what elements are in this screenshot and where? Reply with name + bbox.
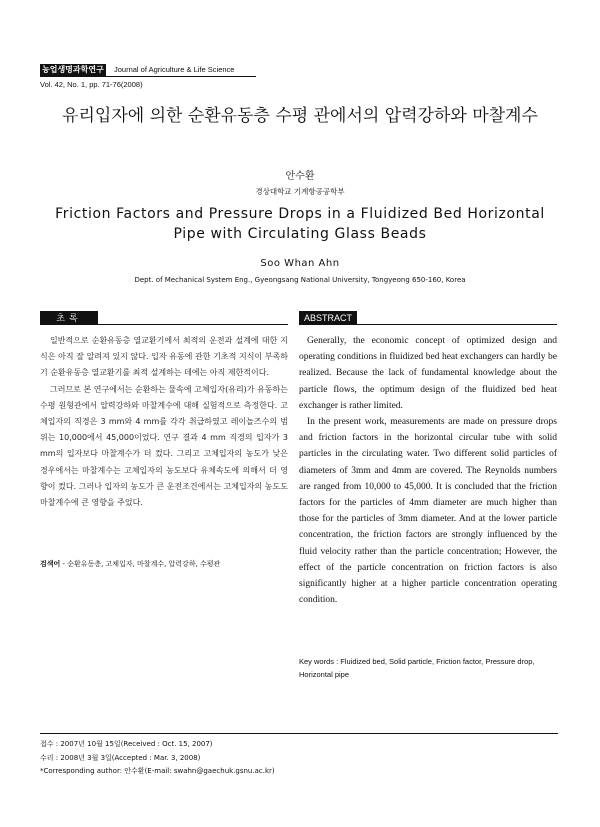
korean-abstract-paragraph: 일반적으로 순환유동층 열교환기에서 최적의 운전과 설계에 대한 지식은 아직 잘 알려져 있지 않다. 입자 유동에 관한 기초적 지식이 부족하기 순환유동층 열교환기를 최적 설계하는 데에는 아직 제한적이다. <box>40 336 288 378</box>
header-rule <box>40 76 256 77</box>
author-korean: 안수환 <box>285 171 315 182</box>
korean-abstract <box>40 333 288 511</box>
korean-abstract-label: 초록 <box>40 311 98 325</box>
english-abstract-paragraph: Generally, the economic concept of optimized design and operating conditions in fluidized bed heat exchangers can hardly be realized. Because the lack of fundamental knowledge about the particle flows, the optimum design of the fluidized bed heat exchanger is rather limited. <box>299 336 557 411</box>
korean-keywords-label: 검색어 <box>40 560 61 568</box>
english-keywords: Key words : Fluidized bed, Solid particle, Friction factor, Pressure drop, Horizontal pipe <box>299 657 535 679</box>
english-abstract-label: ABSTRACT <box>299 311 357 325</box>
english-abstract-paragraph: In the present work, measurements are made on pressure drops and friction factors in the horizontal circular tube with solid particles in the circulating water. Two different solid particles of diameters of 3mm and 4mm are covered. The Reynolds numbers are ranged from 10,000 to 45,000. It is concluded that the friction factors for the particles of 4mm diameter are much higher than those for the particles of 3mm diameter. And at the lower particle concentration, the friction factors are strongly influenced by the fluid velocity rather than the particle concentration; However, the effect of the particle concentration on friction factors is also significantly higher at a higher particle concentration operating condition. <box>299 417 557 606</box>
korean-abstract-paragraph: 그러므로 본 연구에서는 순환하는 물속에 고체입자(유리)가 유동하는 수평 원형관에서 압력강하와 마찰계수에 대해 실험적으로 측정한다. 고체입자의 직경은 3 mm와 4 mm를 각각 취급하였고 레이놀즈수의 범위는 10,000에서 45,000이었다. 연구 결과 4 mm 직경의 입자가 3 mm의 입자보다 마찰계수가 더 컸다. 그리고 고체입자의 농도가 낮은 경우에서는 마찰계수는 고체입자의 농도보다 유체속도에 의해서 더 영향이 컸다. 그러나 입자의 농도가 큰 운전조건에서는 고체입자의 농도도 마찰계수에 큰 영향을 주었다. <box>40 384 288 508</box>
affiliation-english: Dept. of Mechanical System Eng., Gyeongsang National University, Tongyeong 650-160, Korea <box>134 276 466 284</box>
volume-info: Vol. 42, No. 1, pp. 71-76(2008) <box>40 80 143 89</box>
received-date: 접수 : 2007년 10월 15일(Received : Oct. 15, 2007) <box>40 740 213 748</box>
korean-keywords <box>40 558 288 570</box>
footer-rule <box>40 733 558 734</box>
journal-name: Journal of Agriculture & Life Science <box>114 65 235 74</box>
author-english: Soo Whan Ahn <box>260 258 340 269</box>
korean-abstract-rule <box>40 324 288 325</box>
affiliation-korean: 경상대학교 기계항공공학부 <box>255 187 345 196</box>
english-abstract-rule <box>299 324 557 325</box>
title-korean: 유리입자에 의한 순환유동층 수평 관에서의 압력강하와 마찰계수 <box>62 106 538 126</box>
corresponding-author: *Corresponding author: 안수환(E-mail: swahn@gaechuk.gsnu.ac.kr) <box>40 767 275 775</box>
english-abstract <box>299 333 557 608</box>
accepted-date: 수리 : 2008년 3월 3일(Accepted : Mar. 3, 2008) <box>40 753 201 762</box>
journal-header <box>40 64 270 76</box>
journal-badge: 농업생명과학연구 <box>42 65 104 74</box>
korean-keywords-list: - 순환유동층, 고체입자, 마찰계수, 압력강하, 수평관 <box>62 560 221 568</box>
footnotes <box>40 738 560 779</box>
title-english: Friction Factors and Pressure Drops in a Fluidized Bed Horizontal Pipe with Circulating Glass Beads <box>55 206 545 242</box>
